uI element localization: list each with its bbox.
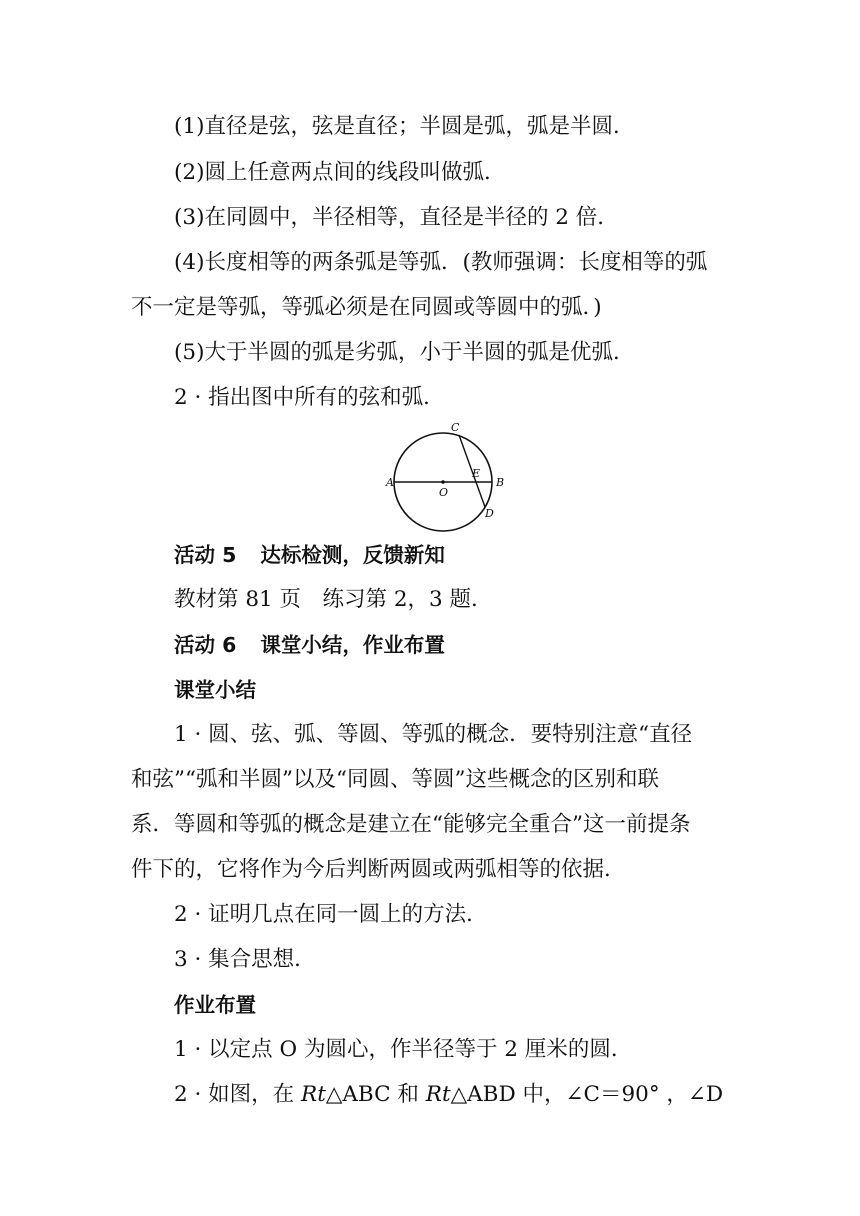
homework-heading: 作业布置 xyxy=(174,993,256,1017)
question-line-2: (2)圆上任意两点间的线段叫做弧． xyxy=(174,160,506,185)
summary-item-2: 2 · 证明几点在同一圆上的方法． xyxy=(174,902,488,927)
exercise-2-prompt: 2 · 指出图中所有的弦和弧． xyxy=(174,385,445,410)
circle-figure xyxy=(380,416,510,534)
label-d: D xyxy=(485,507,494,520)
homework-item-1: 1 · 以定点 O 为圆心，作半径等于 2 厘米的圆． xyxy=(174,1037,633,1062)
summary-item-1-line-1: 1 · 圆、弦、弧、等圆、等弧的概念．要特别注意“直径 xyxy=(174,722,693,747)
rt-abbrev-1: Rt xyxy=(301,1082,326,1107)
homework-item-2-part-b: △ABC 和 xyxy=(325,1082,426,1107)
summary-item-1-line-4: 件下的，它将作为今后判断两圆或两弧相等的依据． xyxy=(131,857,626,882)
activity-6-title: 课堂小结，作业布置 xyxy=(260,633,445,657)
label-c: C xyxy=(451,421,460,434)
label-e: E xyxy=(472,467,481,480)
activity-5-heading xyxy=(0,539,860,571)
summary-item-1-line-2: 和弦”“弧和半圆”以及“同圆、等圆”这些概念的区别和联 xyxy=(131,767,659,792)
summary-heading: 课堂小结 xyxy=(174,678,256,702)
activity-6-number: 活动 6 xyxy=(174,633,237,657)
question-line-5: (5)大于半圆的弧是劣弧，小于半圆的弧是优弧． xyxy=(174,340,635,365)
homework-item-2-part-c: △ABD 中，∠C＝90° ，∠D xyxy=(450,1082,724,1107)
question-line-4-cont: 不一定是等弧，等弧必须是在同圆或等圆中的弧．) xyxy=(131,295,602,320)
question-line-3: (3)在同圆中，半径相等，直径是半径的 2 倍． xyxy=(174,205,619,230)
label-b: B xyxy=(496,476,505,489)
activity-6-heading xyxy=(0,629,860,661)
label-a: A xyxy=(386,476,394,489)
activity-5-number: 活动 5 xyxy=(174,543,237,567)
question-line-4: (4)长度相等的两条弧是等弧．(教师强调：长度相等的弧 xyxy=(174,250,708,275)
summary-item-3: 3 · 集合思想． xyxy=(174,947,316,972)
center-point xyxy=(441,480,445,484)
question-line-1: (1)直径是弦，弦是直径；半圆是弧，弧是半圆． xyxy=(174,114,635,139)
rt-abbrev-2: Rt xyxy=(425,1082,451,1107)
homework-item-2-part-a: 2 · 如图，在 xyxy=(174,1082,302,1107)
activity-5-title: 达标检测，反馈新知 xyxy=(260,543,445,567)
homework-item-2 xyxy=(0,1079,860,1111)
label-o: O xyxy=(439,486,449,499)
summary-item-1-line-3: 系．等圆和等弧的概念是建立在“能够完全重合”这一前提条 xyxy=(131,812,691,837)
textbook-reference: 教材第 81 页 练习第 2，3 题． xyxy=(174,587,493,612)
